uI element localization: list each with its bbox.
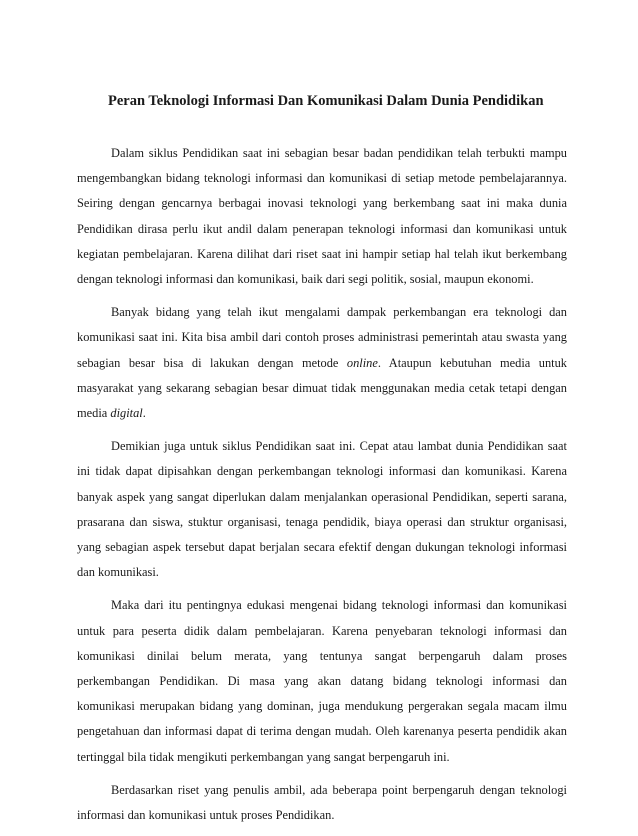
text-run: media	[77, 406, 111, 421]
paragraph-line: dengan teknologi informasi dan komunikasi, baik dari segi politik, sosial, maupun ekonomi.	[77, 272, 534, 287]
paragraph-line: prasarana dan siswa, stuktur organisasi, tenaga pendidik, biaya operasi dan struktur organisasi,	[77, 514, 567, 529]
paragraph-line: mengembangkan bidang teknologi informasi dan komunikasi di setiap metode pembelajarannya.	[77, 171, 567, 186]
paragraph-line: dan komunikasi.	[77, 565, 159, 580]
paragraph-3	[77, 434, 567, 585]
paragraph-line: komunikasi merupakan bidang yang dominan, juga mendukung pergerakan segala macam ilmu	[77, 699, 567, 714]
paragraph-2	[77, 300, 567, 426]
text-run: . Ataupun kebutuhan media untuk	[377, 355, 567, 370]
paragraph-line: untuk para peserta didik dalam pembelajaran. Karena penyebaran teknologi informasi dan	[77, 623, 567, 638]
text-run: .	[142, 406, 146, 421]
paragraph-line	[77, 351, 567, 376]
paragraph-5	[77, 778, 567, 828]
paragraph-1	[77, 141, 567, 292]
paragraph-line: Dalam siklus Pendidikan saat ini sebagian besar badan pendidikan telah terbukti mampu	[111, 146, 567, 160]
paragraph-line: kegiatan pembelajaran. Karena dilihat dari riset saat ini hampir setiap hal telah ikut berkembang	[77, 246, 567, 261]
paragraph-line: ini tidak dapat dipisahkan dengan perkembangan teknologi informasi dan komunikasi. Karena	[77, 464, 567, 479]
paragraph-line: komunikasi dinilai belum merata, yang tentunya sangat berpengaruh dalam proses	[77, 648, 567, 663]
paragraph-line: Seiring dengan gencarnya berbagai inovasi teknologi yang berkembang saat ini maka dunia	[77, 196, 567, 211]
document-body	[77, 141, 567, 836]
text-run: sebagian besar bisa di lakukan dengan metode	[77, 355, 347, 370]
paragraph-line: Maka dari itu pentingnya edukasi mengenai bidang teknologi informasi dan komunikasi	[111, 598, 567, 613]
paragraph-line: Demikian juga untuk siklus Pendidikan saat ini. Cepat atau lambat dunia Pendidikan saat	[111, 439, 567, 454]
paragraph-line: yang sebagian aspek tersebut dapat berjalan secara efektif dengan dukungan teknologi informasi	[77, 540, 567, 555]
paragraph-line: Pendidikan dirasa perlu ikut andil dalam penerapan teknologi informasi dan komunikasi untuk	[77, 221, 567, 236]
paragraph-line: perkembangan Pendidikan. Di masa yang akan datang bidang teknologi informasi dan	[77, 674, 567, 689]
document-title: Peran Teknologi Informasi Dan Komunikasi Dalam Dunia Pendidikan	[108, 93, 544, 109]
paragraph-line: banyak aspek yang sangat diperlukan dalam menjalankan operasional Pendidikan, seperti sarana,	[77, 489, 567, 504]
italic-term-digital: digital	[110, 406, 143, 421]
paragraph-line: masyarakat yang sekarang sebagian besar dimuat tidak menggunakan media cetak tetapi dengan	[77, 380, 567, 395]
paragraph-line	[77, 401, 567, 426]
italic-term-online: online	[346, 355, 378, 370]
paragraph-line: komunikasi saat ini. Kita bisa ambil dari contoh proses administrasi pemerintah atau swasta yang	[77, 330, 567, 345]
paragraph-line: tertinggal bila tidak mengikuti perkembangan yang sangat berpengaruh ini.	[77, 749, 450, 764]
paragraph-4	[77, 593, 567, 769]
paragraph-line: pengetahuan dan informasi dapat di terima dengan mudah. Oleh karenanya peserta pendidik akan	[77, 724, 567, 739]
paragraph-line: Berdasarkan riset yang penulis ambil, ada beberapa point berpengaruh dengan teknologi	[111, 782, 567, 797]
paragraph-line: Banyak bidang yang telah ikut mengalami dampak perkembangan era teknologi dan	[111, 305, 567, 320]
paragraph-line: informasi dan komunikasi untuk proses Pendidikan.	[77, 808, 335, 823]
